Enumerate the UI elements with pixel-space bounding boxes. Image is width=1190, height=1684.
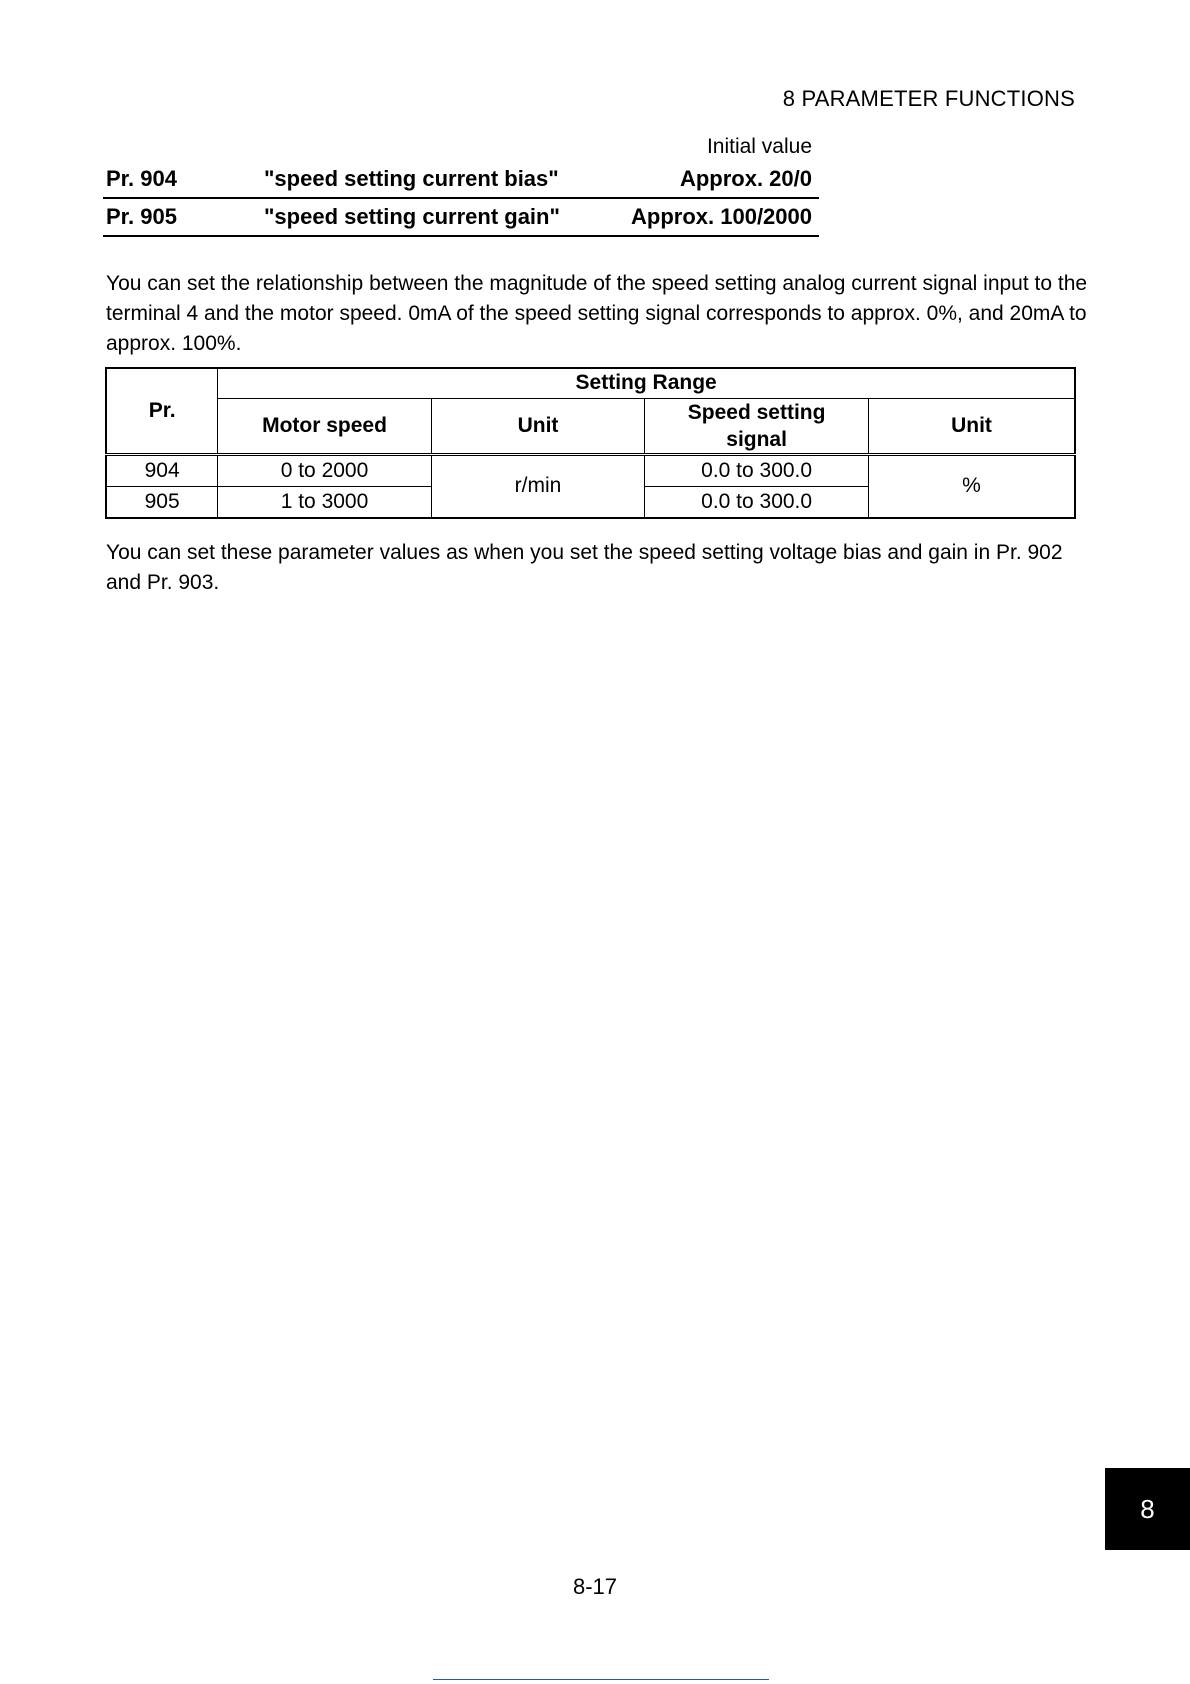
param-name: "speed setting current bias" xyxy=(264,166,559,191)
cell-motor-speed: 0 to 2000 xyxy=(218,454,432,486)
note-paragraph: You can set these parameter values as when you set the speed setting voltage bias and gain in Pr. 902 and Pr. 903. xyxy=(106,541,1063,594)
param-initial-value: Approx. 100/2000 xyxy=(631,204,812,229)
param-row xyxy=(103,161,819,199)
chapter-tab-label: 8 xyxy=(1140,1493,1155,1524)
page-number: 8-17 xyxy=(572,1574,618,1599)
header-unit: Unit xyxy=(869,398,1076,454)
param-name: "speed setting current gain" xyxy=(264,204,560,229)
param-initial-value: Approx. 20/0 xyxy=(679,166,812,191)
cell-pr: 905 xyxy=(106,486,218,518)
param-row xyxy=(103,199,819,237)
page-header-title: 8 PARAMETER FUNCTIONS xyxy=(782,86,1075,111)
header-unit: Unit xyxy=(431,398,644,454)
footer-divider xyxy=(433,1679,769,1680)
header-motor-speed: Motor speed xyxy=(218,398,432,454)
initial-value-label: Initial value xyxy=(706,135,812,158)
cell-pr: 904 xyxy=(106,454,218,486)
intro-paragraph: You can set the relationship between the magnitude of the speed setting analog current signal input to the terminal 4 and the motor speed. 0mA of the speed setting signal corresponds to approx. 0%, and 20mA to approx. 100%. xyxy=(106,272,1088,355)
chapter-tab xyxy=(1105,1468,1190,1550)
param-number: Pr. 904 xyxy=(106,166,177,191)
table-row xyxy=(106,454,1075,486)
param-number: Pr. 905 xyxy=(106,204,177,229)
setting-range-table xyxy=(105,367,1076,519)
cell-speed-signal: 0.0 to 300.0 xyxy=(645,454,869,486)
header-pr: Pr. xyxy=(106,368,218,454)
parameter-summary xyxy=(103,133,819,237)
cell-motor-speed: 1 to 3000 xyxy=(218,486,432,518)
cell-unit-percent: % xyxy=(869,454,1076,518)
cell-speed-signal: 0.0 to 300.0 xyxy=(645,486,869,518)
header-speed-setting-signal: Speed setting signal xyxy=(645,398,869,454)
cell-unit-rmin: r/min xyxy=(431,454,644,518)
header-setting-range: Setting Range xyxy=(218,368,1075,398)
